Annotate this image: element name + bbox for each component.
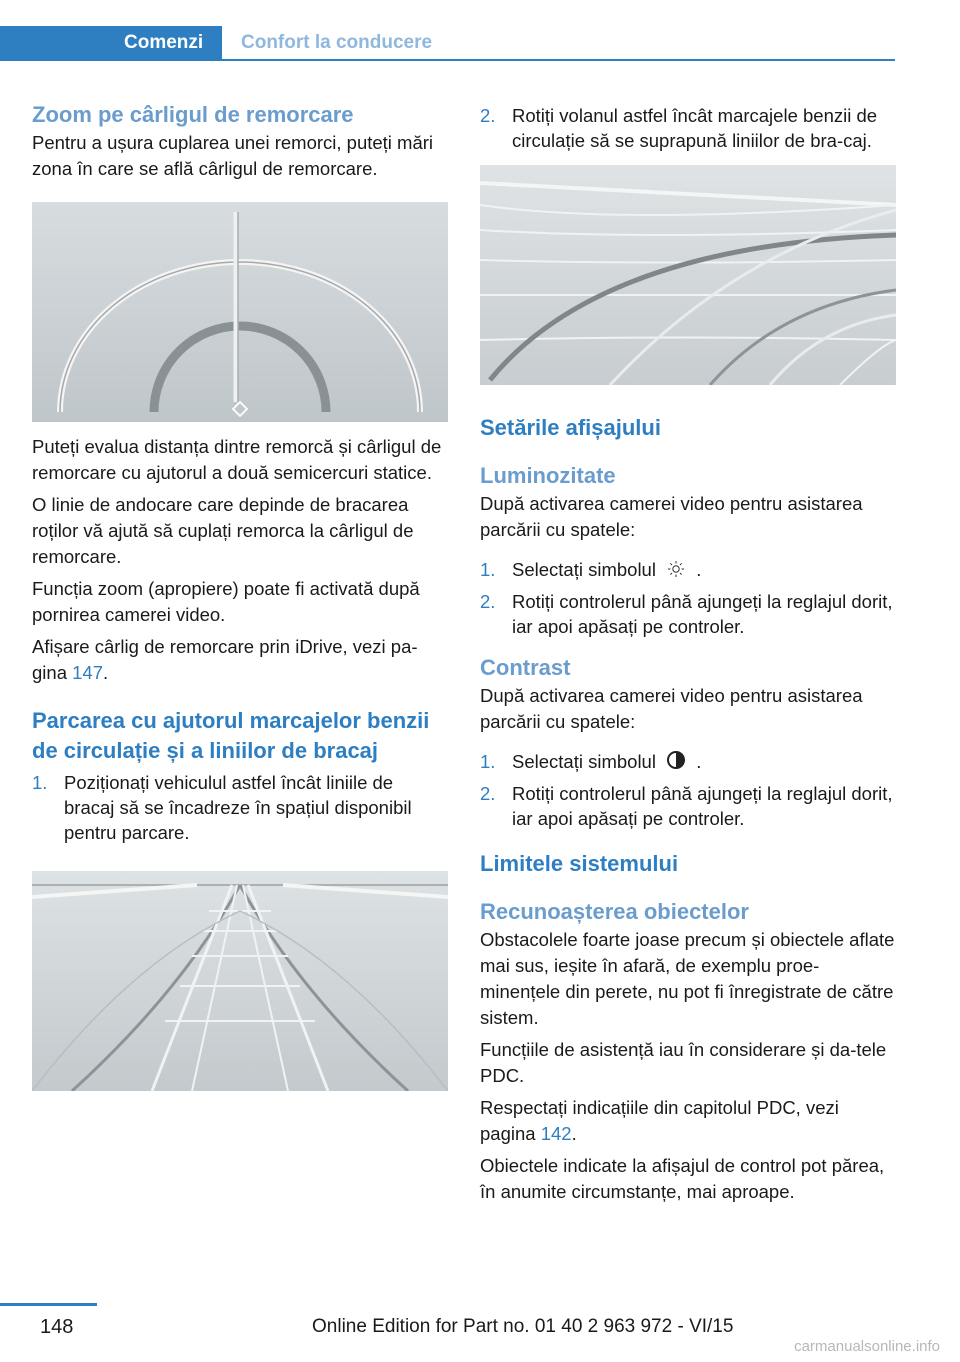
list-item: 1. Selectați simbolul . bbox=[480, 557, 896, 584]
list-item: 1. Poziționați vehiculul astfel încât liniile de bracaj să se încadreze în spațiul disponibil pentru parcare. bbox=[32, 772, 412, 843]
hitch-zoom-image bbox=[32, 202, 448, 422]
link-page-142[interactable]: 142 bbox=[540, 1122, 572, 1144]
zoom-title: Zoom pe cârligul de remorcare bbox=[32, 102, 354, 127]
parking-steps-continued bbox=[480, 103, 896, 153]
contrast-icon[interactable] bbox=[661, 750, 691, 776]
system-limits-title: Limitele sistemului bbox=[480, 850, 679, 876]
paragraph-zoom-activation: Funcția zoom (apropiere) poate fi activată după pornirea camerei video. bbox=[32, 578, 420, 625]
tab-comenzi[interactable]: Comenzi bbox=[0, 26, 222, 60]
page-number: 148 bbox=[40, 1316, 74, 1338]
parking-title: Parcarea cu ajutorul marcajelor benzii de circulație și a liniilor de bracaj bbox=[32, 708, 430, 763]
sun-icon[interactable] bbox=[661, 559, 691, 584]
tab-confort-la-conducere[interactable]: Confort la conducere bbox=[241, 32, 433, 53]
list-item: 2. Rotiți volanul astfel încât marcajele benzii de circulație să se suprapună liniilor de bra-caj. bbox=[480, 105, 878, 151]
contrast-text: După activarea camerei video pentru asistarea parcării cu spatele: bbox=[480, 684, 863, 732]
contrast-steps bbox=[480, 749, 896, 831]
recognition-paragraph-3: Respectați indicațiile din capitolul PDC, vezi pagina 142. bbox=[480, 1096, 839, 1144]
paragraph-docking-line: O linie de andocare care depinde de bracarea roților vă ajută să cuplați remorca la cârligul de remorcare. bbox=[32, 494, 414, 567]
link-page-147[interactable]: 147 bbox=[72, 662, 103, 683]
paragraph-distance: Puteți evalua distanța dintre remorcă și cârligul de remorcare cu ajutorul a două semicercuri statice. bbox=[32, 436, 442, 483]
footer-divider bbox=[0, 1303, 97, 1306]
left-column bbox=[32, 100, 448, 1091]
watermark: carmanualsonline.info bbox=[794, 1338, 940, 1355]
list-item: 1. Selectați simbolul . bbox=[480, 749, 896, 776]
brightness-steps bbox=[480, 557, 896, 639]
steering-overlay-image bbox=[480, 165, 896, 385]
object-recognition-title: Recunoașterea obiectelor bbox=[480, 898, 749, 924]
recognition-paragraph-2: Funcțiile de asistență iau în considerare și da-tele PDC. bbox=[480, 1038, 887, 1086]
brightness-text: După activarea camerei video pentru asistarea parcării cu spatele: bbox=[480, 493, 863, 540]
display-settings-title: Setările afișajului bbox=[480, 415, 661, 440]
contrast-title: Contrast bbox=[480, 654, 571, 680]
recognition-paragraph-1: Obstacolele foarte joase precum și obiectele aflate mai sus, ieșite în afară, de exemplu proe-minențele din perete, nu pot fi înregistrate de către sistem. bbox=[480, 928, 895, 1028]
recognition-paragraph-4: Obiectele indicate la afișajul de control pot părea, în anumite circumstanțe, mai aproape. bbox=[480, 1154, 885, 1202]
list-item: 2. Rotiți controlerul până ajungeți la reglajul dorit, iar apoi apăsați pe controler. bbox=[480, 590, 893, 637]
list-item: 2. Rotiți controlerul până ajungeți la reglajul dorit, iar apoi apăsați pe controler. bbox=[480, 782, 893, 829]
header bbox=[0, 26, 895, 62]
zoom-text: Pentru a ușura cuplarea unei remorci, puteți mări zona în care se află cârligul de remorcare. bbox=[32, 132, 434, 179]
right-column bbox=[480, 103, 896, 1211]
paragraph-idrive: Afișare cârlig de remorcare prin iDrive, vezi pa-gina 147. bbox=[32, 636, 418, 683]
parking-steps bbox=[32, 770, 448, 845]
edition-text: Online Edition for Part no. 01 40 2 963 972 - VI/15 bbox=[312, 1316, 734, 1337]
brightness-title: Luminozitate bbox=[480, 463, 616, 488]
header-divider bbox=[0, 59, 895, 61]
lane-markings-image bbox=[32, 871, 448, 1091]
